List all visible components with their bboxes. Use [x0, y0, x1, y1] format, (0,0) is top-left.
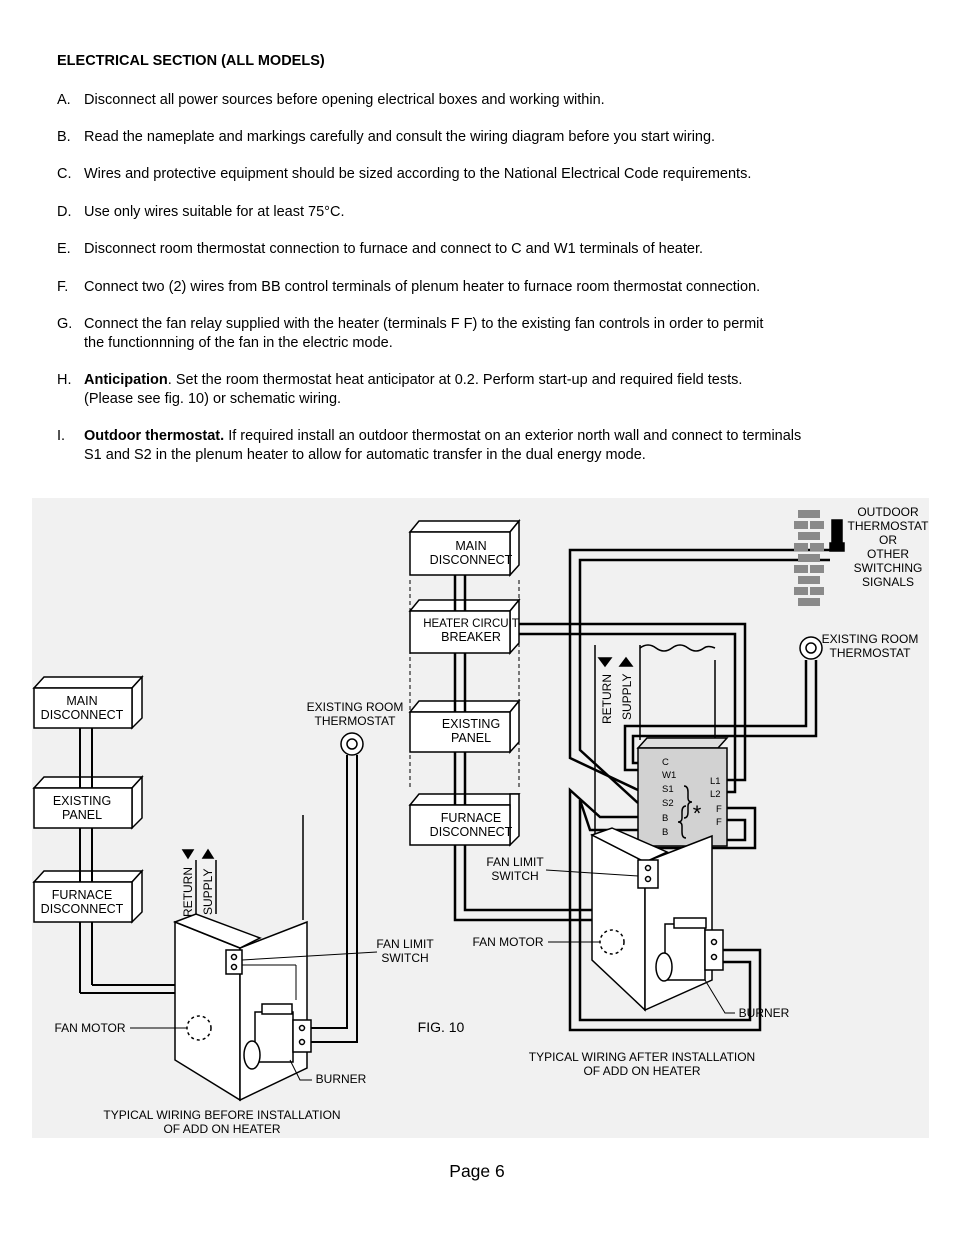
list-letter: B.	[57, 129, 71, 145]
caption-before: TYPICAL WIRING BEFORE INSTALLATION	[103, 1108, 341, 1122]
thermostat-label: EXISTING ROOM	[821, 632, 919, 646]
existing-panel-label: EXISTING	[52, 794, 112, 808]
outdoor-label: OTHER	[867, 547, 909, 561]
fig-label: FIG. 10	[417, 1019, 465, 1035]
list-text: Use only wires suitable for at least 75°C.	[84, 204, 345, 220]
list-text: Read the nameplate and markings carefully and consult the wiring diagram before you start wiring.	[84, 129, 716, 145]
list-letter: E.	[57, 241, 71, 257]
fan-limit-label: FAN LIMIT	[376, 937, 434, 951]
heater-breaker-label: BREAKER	[441, 630, 501, 644]
outdoor-label: THERMOSTAT	[847, 519, 929, 533]
outdoor-label: OR	[879, 533, 897, 547]
terminal-label: F	[716, 804, 722, 815]
outdoor-label: OUTDOOR	[857, 505, 919, 519]
fan-limit-label: FAN LIMIT	[486, 855, 544, 869]
list-text-line: S1 and S2 in the plenum heater to allow for automatic transfer in the dual energy mode.	[84, 447, 646, 463]
caption-before: OF ADD ON HEATER	[163, 1122, 281, 1136]
outdoor-label: SIGNALS	[861, 575, 915, 589]
section-heading: ELECTRICAL SECTION (ALL MODELS)	[57, 53, 325, 69]
existing-panel-label: EXISTING	[441, 717, 501, 731]
furnace-disconnect-label: DISCONNECT	[40, 902, 124, 916]
terminal-label: W1	[662, 770, 677, 781]
terminal-label: F	[716, 817, 722, 828]
thermostat-label: EXISTING ROOM	[306, 700, 404, 714]
terminal-label: C	[662, 757, 669, 768]
supply-label: SUPPLY	[201, 868, 215, 915]
list-text: Wires and protective equipment should be sized according to the National Electrical Code requirements.	[84, 166, 752, 182]
caption-after: OF ADD ON HEATER	[583, 1064, 701, 1078]
terminal-label: B	[662, 827, 669, 838]
furnace-disconnect-label: FURNACE	[51, 888, 113, 902]
main-disconnect-label: MAIN	[66, 694, 98, 708]
list-text-bold: Anticipation	[84, 372, 168, 388]
list-text: . Set the room thermostat heat anticipator at 0.2. Perform start-up and required field tests.	[167, 372, 743, 388]
list-text: Disconnect room thermostat connection to furnace and connect to C and W1 terminals of heater.	[84, 241, 703, 257]
return-label: RETURN	[181, 867, 195, 917]
terminal-label: B	[662, 813, 669, 824]
list-letter: A.	[57, 92, 71, 108]
burner-label: BURNER	[738, 1006, 790, 1020]
furnace-disconnect-label: FURNACE	[440, 811, 502, 825]
existing-panel-label: PANEL	[450, 731, 492, 745]
list-letter: H.	[57, 372, 72, 388]
list-letter: F.	[57, 279, 69, 295]
main-disconnect-label: MAIN	[455, 539, 487, 553]
list-text-line: the functionnning of the fan in the electric mode.	[84, 335, 393, 351]
list-letter: C.	[57, 166, 72, 182]
return-label: RETURN	[600, 674, 614, 724]
burner-label: BURNER	[315, 1072, 367, 1086]
main-disconnect-label: DISCONNECT	[40, 708, 124, 722]
outdoor-label: SWITCHING	[853, 561, 923, 575]
asterisk-mark: *	[692, 801, 702, 826]
page-number: Page 6	[449, 1161, 505, 1181]
thermostat-label: THERMOSTAT	[314, 714, 396, 728]
fan-limit-label: SWITCH	[491, 869, 539, 883]
terminal-label: L1	[710, 776, 721, 787]
existing-panel-label: PANEL	[61, 808, 103, 822]
furnace-disconnect-label: DISCONNECT	[429, 825, 513, 839]
list-text: If required install an outdoor thermostat on an exterior north wall and connect to terminals	[224, 428, 802, 444]
fan-limit-label: SWITCH	[381, 951, 429, 965]
main-disconnect-label: DISCONNECT	[429, 553, 513, 567]
list-text: Connect two (2) wires from BB control terminals of plenum heater to furnace room thermostat connection.	[84, 279, 761, 295]
supply-label: SUPPLY	[620, 673, 634, 720]
thermostat-label: THERMOSTAT	[829, 646, 911, 660]
fan-motor-label: FAN MOTOR	[54, 1021, 126, 1035]
list-text-bold: Outdoor thermostat.	[84, 428, 225, 444]
list-letter: G.	[57, 316, 73, 332]
fan-motor-label: FAN MOTOR	[472, 935, 544, 949]
list-letter: I.	[57, 428, 66, 444]
terminal-label: S1	[662, 784, 674, 795]
terminal-label: L2	[710, 789, 721, 800]
heater-breaker-label: HEATER CIRCUIT	[423, 618, 519, 630]
terminal-label: S2	[662, 798, 674, 809]
list-text-line: Connect the fan relay supplied with the heater (terminals F F) to the existing fan controls in order to permit	[84, 316, 764, 332]
list-text-line: (Please see fig. 10) or schematic wiring.	[84, 391, 342, 407]
caption-after: TYPICAL WIRING AFTER INSTALLATION	[528, 1050, 756, 1064]
list-letter: D.	[57, 204, 72, 220]
list-text: Disconnect all power sources before opening electrical boxes and working within.	[84, 92, 605, 108]
